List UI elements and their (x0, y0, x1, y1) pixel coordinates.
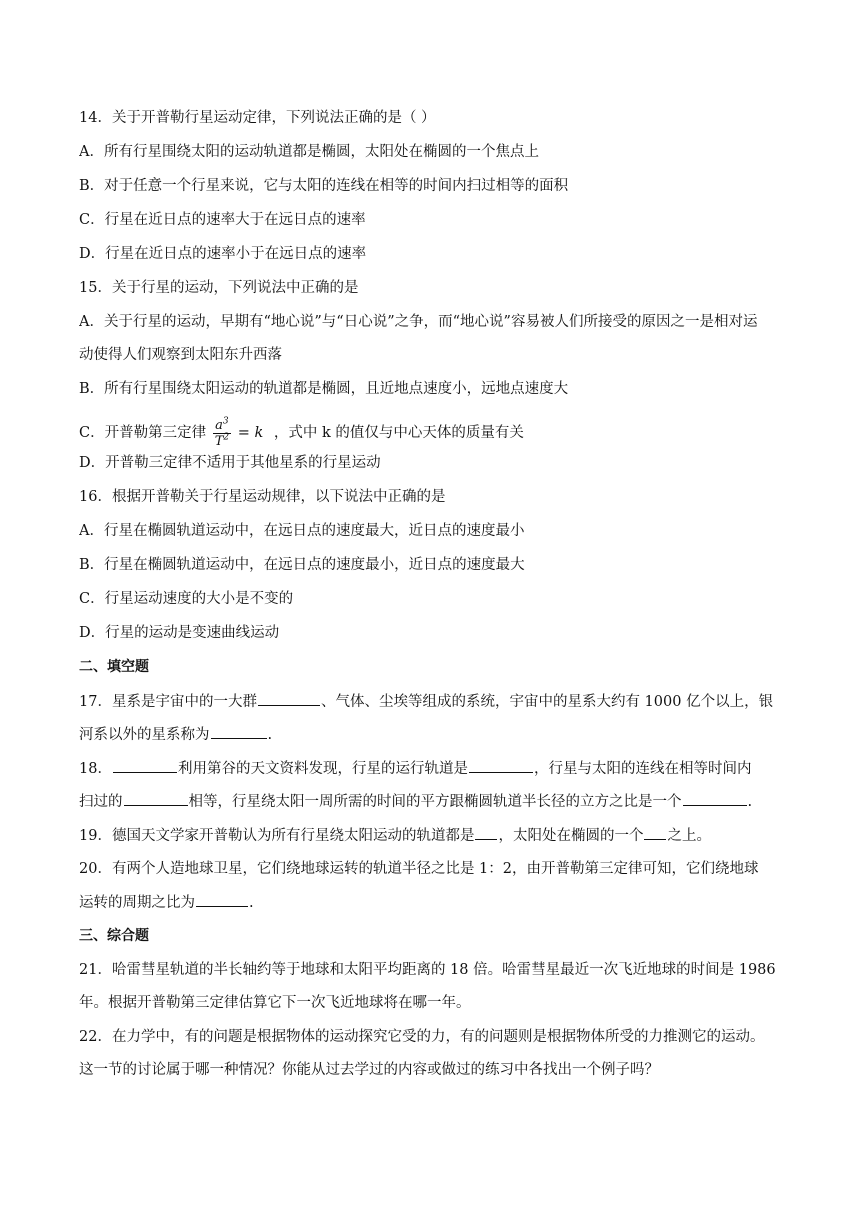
q15-option-c-prefix: C．开普勒第三定律 (79, 425, 207, 441)
q15-option-d: D．开普勒三定律不适用于其他星系的行星运动 (79, 455, 381, 471)
q16-stem: 16．根据开普勒关于行星运动规律，以下说法中正确的是 (79, 489, 446, 505)
q18-line2 (79, 791, 788, 825)
q17-part2: 、气体、尘埃等组成的系统，宇宙中的星系大约有 1000 亿个以上，银 (320, 694, 774, 710)
q14-option-b: B．对于任意一个行星来说，它与太阳的连线在相等的时间内扫过相等的面积 (79, 178, 569, 194)
fraction-denominator (213, 434, 231, 449)
q18-part2: 利用第谷的天文资料发现，行星的运行轨道是 (177, 761, 468, 777)
denominator-var: T (214, 433, 224, 449)
q20-blank[interactable] (196, 892, 248, 907)
q16-option-a: A．行星在椭圆轨道运动中，在远日点的速度最大，近日点的速度最小 (79, 523, 525, 539)
q18-part6: . (747, 794, 753, 810)
q14-option-d: D．行星在近日点的速率小于在远日点的速率 (79, 246, 367, 262)
q15-option-a-line2: 动使得人们观察到太阳东升西落 (79, 347, 282, 363)
q19-blank-1[interactable] (475, 825, 497, 840)
q20-part3: . (249, 895, 254, 911)
q14-option-a: A．所有行星围绕太阳的运动轨道都是椭圆，太阳处在椭圆的一个焦点上 (79, 144, 539, 160)
q14-option-c: C．行星在近日点的速率大于在远日点的速率 (79, 212, 366, 228)
q15-option-a-line1: A．关于行星的运动，早期有“地心说”与“日心说”之争，而“地心说”容易被人们所接受的原因之一是相对运 (79, 314, 758, 330)
q18-part4: 扫过的 (79, 794, 123, 810)
q18-blank-4[interactable] (683, 791, 747, 806)
q15-option-b: B．所有行星围绕太阳运动的轨道都是椭圆，且近地点速度小，远地点速度大 (79, 381, 569, 397)
q18-part1: 18． (79, 761, 112, 777)
section-fill-in-heading: 二、填空题 (79, 659, 149, 675)
q18-part3: ，行星与太阳的连线在相等时间内 (533, 761, 752, 777)
q17-part3: 河系以外的星系称为 (79, 727, 210, 743)
q14-stem: 14．关于开普勒行星运动定律，下列说法正确的是（ ） (79, 110, 436, 126)
q18-line1 (79, 758, 788, 791)
q17-blank-2[interactable] (211, 724, 267, 739)
q19-line (79, 825, 788, 859)
q22-line2: 这一节的讨论属于哪一种情况？你能从过去学过的内容或做过的练习中各找出一个例子吗？ (79, 1062, 659, 1078)
numerator-exponent: 3 (222, 416, 229, 427)
q19-part1: 19．德国天文学家开普勒认为所有行星绕太阳运动的轨道都是 (79, 828, 475, 844)
q19-part2: ，太阳处在椭圆的一个 (498, 828, 644, 844)
formula-equals-k: = k (237, 425, 264, 441)
q20-line2 (79, 892, 788, 926)
fraction-numerator (213, 418, 231, 434)
kepler-third-law-fraction (213, 418, 231, 449)
q17-part1: 17．星系是宇宙中的一大群 (79, 694, 257, 710)
q17-line1 (79, 691, 788, 724)
q17-blank-1[interactable] (258, 691, 320, 706)
q19-part3: 之上。 (667, 828, 711, 844)
q18-blank-1[interactable] (113, 758, 177, 773)
q18-part5: 相等，行星绕太阳一周所需的时间的平方跟椭圆轨道半长径的立方之比是一个 (188, 794, 682, 810)
q17-part4: . (267, 727, 273, 743)
q16-option-d: D．行星的运动是变速曲线运动 (79, 625, 280, 641)
q15-option-c (79, 413, 788, 453)
q16-option-b: B．行星在椭圆轨道运动中，在远日点的速度最小，近日点的速度最大 (79, 557, 525, 573)
numerator-var: a (215, 417, 223, 433)
q16-option-c: C．行星运动速度的大小是不变的 (79, 591, 294, 607)
q17-line2 (79, 724, 788, 758)
q20-part2: 运转的周期之比为 (79, 895, 195, 911)
section-comprehensive-heading: 三、综合题 (79, 928, 149, 944)
q22-line1: 22．在力学中，有的问题是根据物体的运动探究它受的力，有的问题则是根据物体所受的力推测它的运动。 (79, 1029, 765, 1045)
q18-blank-2[interactable] (469, 758, 533, 773)
q15-stem: 15．关于行星的运动，下列说法中正确的是 (79, 280, 359, 296)
q20-line1: 20．有两个人造地球卫星，它们绕地球运转的轨道半径之比是 1：2，由开普勒第三定律可知，它们绕地球 (79, 861, 759, 877)
denominator-exponent: 2 (223, 432, 230, 443)
q18-blank-3[interactable] (124, 791, 188, 806)
q21-line1: 21．哈雷彗星轨道的半长轴约等于地球和太阳平均距离的 18 倍。哈雷彗星最近一次飞近地球的时间是 1986 (79, 962, 776, 978)
q21-line2: 年。根据开普勒第三定律估算它下一次飞近地球将在哪一年。 (79, 995, 471, 1011)
q19-blank-2[interactable] (644, 825, 666, 840)
q15-option-c-suffix: ，式中 k 的值仅与中心天体的质量有关 (273, 425, 524, 441)
